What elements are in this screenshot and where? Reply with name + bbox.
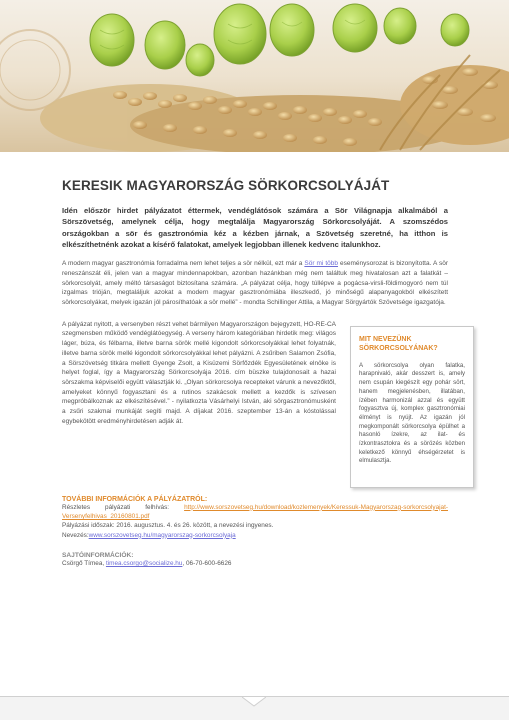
- two-column-section: [62, 320, 465, 490]
- press-email-link[interactable]: timea.csorgo@socialize.hu: [105, 559, 183, 567]
- call-label: Részletes pályázati felhívás:: [62, 503, 170, 511]
- press-contact-phone: , 06-70-600-6626: [182, 559, 232, 567]
- press-section: [62, 552, 448, 568]
- entry-url-link[interactable]: www.sorszovetseg.hu/magyarorszag-sorkorcsolyaja: [88, 531, 236, 539]
- sidebar-box: [350, 326, 474, 488]
- period-line: Pályázási időszak: 2016. augusztus. 4. és 26. között, a nevezési ingyenes.: [62, 522, 274, 530]
- paragraph-intro-rest: eseménysorozat is bizonyította. A sör reneszánszát éli, jelen van a magyar mindennapokban, azonban hazánkban még nem találtuk meg hivatalosan azt a falatkát – sörkorcsolyát, amely méltó társaságot biztosítana számára. „A pályázat célja, hogy túllépve a pogácsa-virsli-földimogyoró nem túl izgalmas trióján, megtaláljuk azokat a modern magyar gasztronómiába illeszkedő, jó minőségű alapanyagokból elkészített sörkorcsolyákat, melyek igazán jól párosíthatóak a sör mellé” - mondta Schillinger Attila, a Magyar Sörgyártók Szövetsége igazgatója.: [62, 260, 448, 306]
- press-contact-name: Csörgő Tímea,: [62, 559, 106, 567]
- call-url-link[interactable]: http://www.sorszovetseg.hu/download/kozlemenyek/Keressuk-Magyarorszag-sorkorcsolyajat-Versenyfelhivas_20160801.pdf: [62, 503, 448, 520]
- info-title: TOVÁBBI INFORMÁCIÓK A PÁLYÁZATRÓL:: [62, 495, 208, 503]
- sor-mi-tobb-link[interactable]: Sör mi több: [304, 260, 338, 268]
- hop-and-barley-photo-icon: [0, 0, 509, 152]
- press-title: SAJTÓINFORMÁCIÓK:: [62, 551, 134, 559]
- hero-image: [0, 0, 509, 152]
- call-line: [62, 503, 448, 522]
- article-title: KERESIK MAGYARORSZÁG SÖRKORCSOLYÁJÁT: [62, 178, 390, 193]
- article-lead: Idén először hirdet pályázatot éttermek, vendéglátósok számára a Sör Világnapja alkalmából a Sörszövetség, amelynek célja, hogy megtalálja Magyarország Sörkorcsolyáját. A szomszédos országokban a sör és gasztronómia kéz a kézben járnak, a Szövetség szeretné, ha itthon is elkészíthetnénk azokat a kísérő falatokat, amelyek legjobban illenek kedvenc italunkhoz.: [62, 206, 448, 249]
- info-section: [62, 496, 448, 540]
- paragraph-intro-text: A modern magyar gasztronómia forradalma nem lehet teljes a sör nélkül, ezt már a: [62, 260, 305, 268]
- paragraph-competition: A pályázat nyitott, a versenyben részt vehet bármilyen Magyarországon bejegyzett, HO-RE-CA szegmensben működő vendéglátóegység. A verseny három kategóriában hirdetik meg: világos láger, búza, és félbarna, illetve barna sörök mellé kigondolt sörkorcsolyákkal lehet folyatnák, illetve barna sörök mellé kigondolt sörkorcsolyákkal lehet pályázni. A zsűriben Salamon Zsófia, a Sörszövetség titkára mellett Gyenge Zsolt, a Kisüzemi Sörfőzdék Egyesületének elnöke is helyet foglal, így a Magyarország Sörkorcsolyája 2016. cím büszke tulajdonosait a hazai sörszakma képviselői együtt választják ki. „Olyan sörkorcsolya recepteket várunk a nevezőktől, amelyeket könnyű fogyasztani és a rutinos szakácsok mellett a kezdők is szívesen megpróbálkoznak az elkészítésével.” - nyilatkozta Vásárhelyi István, aki sörgasztronómusként a zsűri szakmai munkáját segíti majd. A díjakat 2016. szeptember 13-án a kóstolással egybekötött eredményhirdetésen adják át.: [62, 320, 336, 425]
- entry-label: Nevezés:: [62, 531, 89, 539]
- chevron-down-icon: [242, 697, 266, 707]
- press-contact: [62, 559, 448, 568]
- sidebar-title: MIT NEVEZÜNK SÖRKORCSOLYÁNAK?: [359, 335, 438, 352]
- paragraph-intro: [62, 259, 448, 308]
- sidebar-body: A sörkorcsolya olyan falatka, harapnivaló, akár desszert is, amely nem csupán kiegészít egy pohár sört, hanem megjelenésben, illatában, ízében harmonizál azzal és együtt fogyasztva új, komplex gasztronómiai élményt is nyújt. Az igazán jól megkomponált sörkorcsolya épülhet a hasonló ízekre, az ilat- és ízkontrasztokra és a sörözés közben keletkező könnyű éhségérzetet is elmulasztja.: [359, 361, 465, 465]
- entry-line: [62, 531, 448, 540]
- article: [62, 178, 465, 568]
